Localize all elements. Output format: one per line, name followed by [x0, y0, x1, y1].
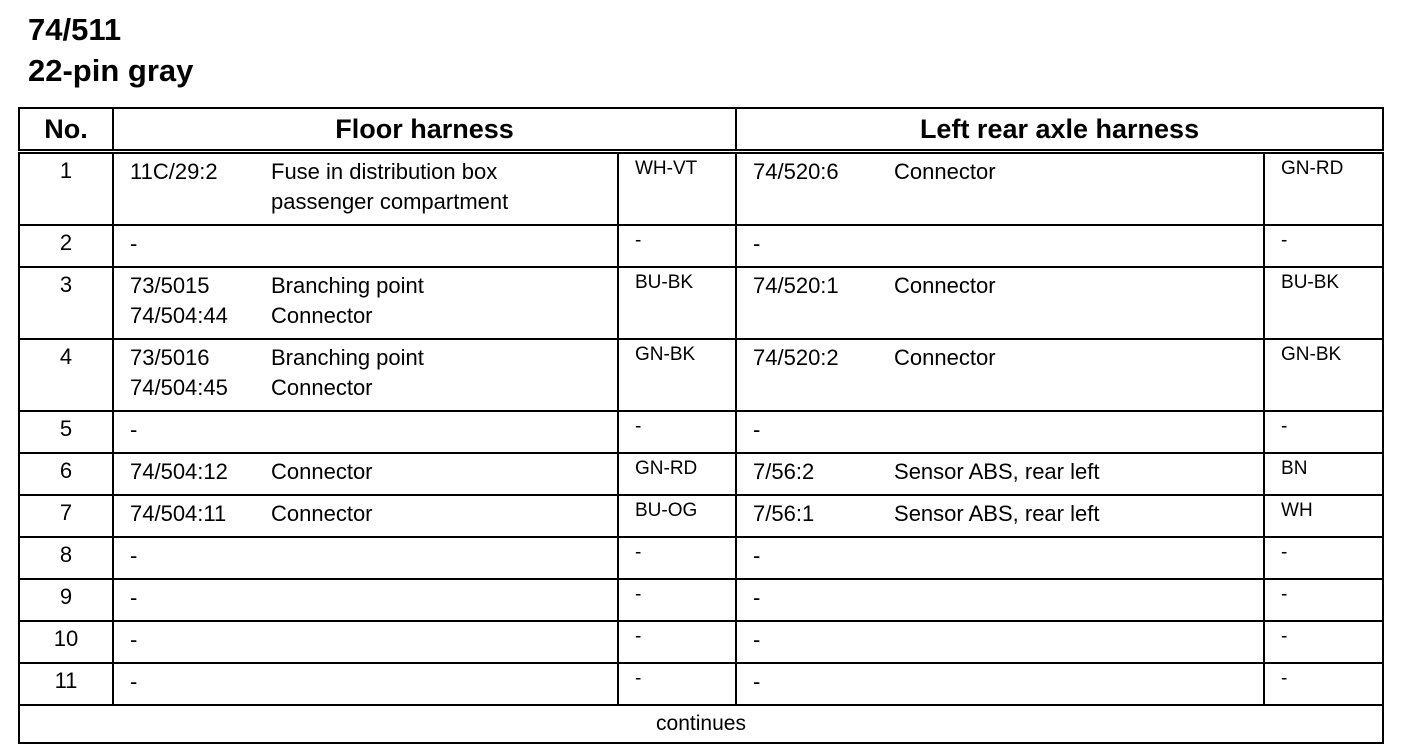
floor-wire-color: -: [618, 225, 736, 267]
floor-harness-cell: [113, 152, 618, 226]
axle-terminal-code: -: [753, 543, 761, 568]
floor-terminal-description: Branching point: [271, 273, 424, 298]
pin-number: 11: [19, 663, 113, 705]
floor-harness-cell: [113, 411, 618, 453]
floor-terminal-description: Fuse in distribution box: [271, 159, 498, 184]
floor-harness-cell: [113, 339, 618, 411]
floor-terminal-description: [271, 583, 617, 613]
axle-harness-cell: [736, 225, 1264, 267]
axle-wire-color: GN-BK: [1264, 339, 1383, 411]
axle-harness-cell: [736, 152, 1264, 226]
floor-harness-cell: [113, 663, 618, 705]
axle-terminal-description: [894, 415, 1263, 445]
table-row: [19, 663, 1383, 705]
floor-terminal-description: Connector: [271, 303, 373, 328]
axle-wire-color: -: [1264, 537, 1383, 579]
axle-wire-color: BU-BK: [1264, 267, 1383, 339]
axle-terminal-code: -: [753, 417, 761, 442]
axle-wire-color: -: [1264, 579, 1383, 621]
axle-wire-color: -: [1264, 663, 1383, 705]
table-row: [19, 495, 1383, 537]
floor-harness-cell: [113, 453, 618, 495]
floor-harness-cell: [113, 225, 618, 267]
floor-harness-cell: [113, 579, 618, 621]
pin-assignment-table: [18, 107, 1384, 744]
header-floor-harness: Floor harness: [113, 108, 736, 152]
axle-wire-color: BN: [1264, 453, 1383, 495]
axle-harness-cell: [736, 495, 1264, 537]
axle-terminal-code: 74/520:1: [753, 273, 839, 298]
axle-wire-color: GN-RD: [1264, 152, 1383, 226]
pin-number: 9: [19, 579, 113, 621]
floor-terminal-code: 74/504:11: [130, 501, 227, 526]
axle-terminal-description: Sensor ABS, rear left: [894, 501, 1100, 526]
table-footer-row: [19, 705, 1383, 743]
floor-wire-color: -: [618, 621, 736, 663]
floor-harness-cell: [113, 537, 618, 579]
axle-wire-color: -: [1264, 621, 1383, 663]
floor-terminal-description: Connector: [271, 375, 373, 400]
pin-number: 1: [19, 152, 113, 226]
floor-terminal-code: -: [130, 543, 138, 568]
floor-terminal-code: 73/5015: [130, 273, 210, 298]
connector-description: 22-pin gray: [28, 53, 194, 88]
axle-harness-cell: [736, 663, 1264, 705]
floor-terminal-code: -: [130, 231, 138, 256]
axle-terminal-code: 74/520:6: [753, 159, 839, 184]
floor-terminal-code: -: [130, 585, 138, 610]
table-row: [19, 152, 1383, 226]
axle-harness-cell: [736, 267, 1264, 339]
floor-harness-cell: [113, 267, 618, 339]
floor-terminal-description: [271, 415, 617, 445]
pin-number: 3: [19, 267, 113, 339]
floor-terminal-code: -: [130, 627, 138, 652]
axle-wire-color: -: [1264, 411, 1383, 453]
connector-id: 74/511: [28, 12, 122, 47]
axle-terminal-code: 74/520:2: [753, 345, 839, 370]
floor-terminal-description: Connector: [271, 459, 373, 484]
table-row: [19, 339, 1383, 411]
axle-terminal-code: -: [753, 231, 761, 256]
axle-terminal-description: [894, 625, 1263, 655]
floor-wire-color: GN-RD: [618, 453, 736, 495]
floor-wire-color: GN-BK: [618, 339, 736, 411]
floor-terminal-description: [271, 667, 617, 697]
floor-harness-cell: [113, 495, 618, 537]
table-row: [19, 267, 1383, 339]
axle-terminal-description: Connector: [894, 273, 996, 298]
floor-harness-cell: [113, 621, 618, 663]
floor-terminal-description: [271, 229, 617, 259]
floor-terminal-code: 11C/29:2: [130, 159, 218, 184]
floor-wire-color: BU-BK: [618, 267, 736, 339]
axle-terminal-description: [894, 229, 1263, 259]
table-header-row: [19, 108, 1383, 152]
axle-harness-cell: [736, 537, 1264, 579]
axle-harness-cell: [736, 411, 1264, 453]
table-row: [19, 453, 1383, 495]
axle-terminal-code: 7/56:2: [753, 459, 815, 484]
pin-number: 8: [19, 537, 113, 579]
pin-number: 6: [19, 453, 113, 495]
axle-terminal-description: Connector: [894, 345, 996, 370]
continues-note: continues: [19, 705, 1383, 743]
table-body: [19, 152, 1383, 706]
floor-wire-color: -: [618, 663, 736, 705]
floor-wire-color: WH-VT: [618, 152, 736, 226]
axle-terminal-description: Connector: [894, 159, 996, 184]
axle-terminal-description: Sensor ABS, rear left: [894, 459, 1100, 484]
axle-terminal-code: 7/56:1: [753, 501, 815, 526]
floor-terminal-code: 74/504:44: [130, 303, 228, 328]
pin-number: 5: [19, 411, 113, 453]
pin-number: 2: [19, 225, 113, 267]
table-row: [19, 411, 1383, 453]
table-row: [19, 225, 1383, 267]
axle-harness-cell: [736, 339, 1264, 411]
axle-harness-cell: [736, 621, 1264, 663]
floor-terminal-description: [271, 541, 617, 571]
pin-number: 4: [19, 339, 113, 411]
axle-wire-color: -: [1264, 225, 1383, 267]
floor-terminal-description: Connector: [271, 501, 373, 526]
pin-number: 10: [19, 621, 113, 663]
table-row: [19, 579, 1383, 621]
floor-terminal-code: -: [130, 669, 138, 694]
floor-wire-color: -: [618, 411, 736, 453]
floor-terminal-code: -: [130, 417, 138, 442]
floor-terminal-code: 73/5016: [130, 345, 210, 370]
axle-terminal-code: -: [753, 669, 761, 694]
floor-terminal-description: passenger compartment: [271, 189, 509, 214]
header-no: No.: [19, 108, 113, 152]
axle-terminal-code: -: [753, 585, 761, 610]
floor-terminal-description: Branching point: [271, 345, 424, 370]
axle-terminal-code: -: [753, 627, 761, 652]
floor-wire-color: BU-OG: [618, 495, 736, 537]
axle-harness-cell: [736, 579, 1264, 621]
floor-wire-color: -: [618, 579, 736, 621]
floor-wire-color: -: [618, 537, 736, 579]
table-row: [19, 537, 1383, 579]
pin-number: 7: [19, 495, 113, 537]
axle-terminal-description: [894, 541, 1263, 571]
axle-wire-color: WH: [1264, 495, 1383, 537]
document-title: [28, 9, 193, 91]
floor-terminal-description: [271, 625, 617, 655]
floor-terminal-code: 74/504:12: [130, 459, 228, 484]
axle-terminal-description: [894, 667, 1263, 697]
axle-harness-cell: [736, 453, 1264, 495]
floor-terminal-code: 74/504:45: [130, 375, 228, 400]
table-row: [19, 621, 1383, 663]
axle-terminal-description: [894, 583, 1263, 613]
header-left-rear-axle-harness: Left rear axle harness: [736, 108, 1383, 152]
